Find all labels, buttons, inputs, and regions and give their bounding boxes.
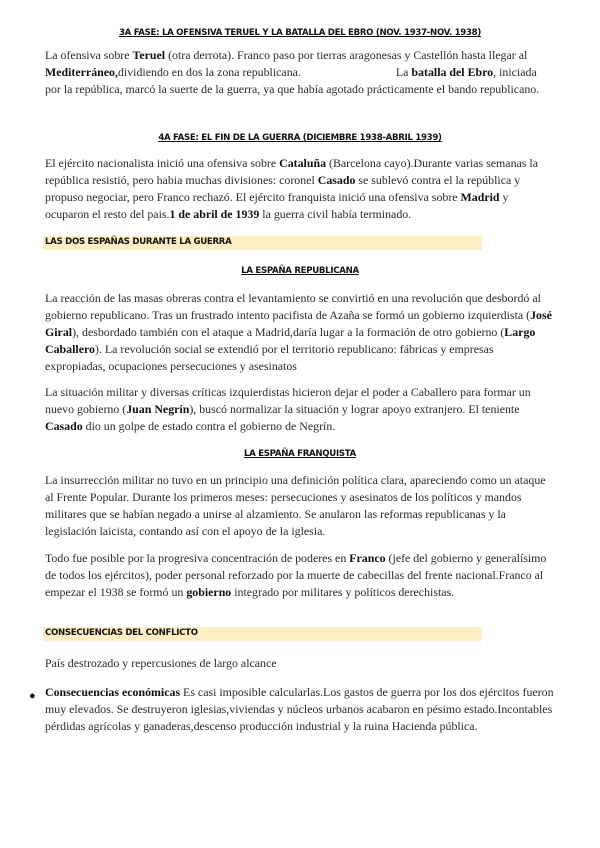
highlight-consecuencias: [43, 627, 482, 641]
paragraph-franquista-2: Todo fue posible por la progresiva concentración de poderes en Franco (jefe del gobierno y generalísimo de todos los ejércitos), poder personal reforzado por la muerte de cabecillas del frente nacional.Franco al empezar el 1938 se formó un gobierno integrado por militares y políticos derechistas.: [45, 551, 547, 599]
heading-fase4: 4A FASE: EL FIN DE LA GUERRA (DICIEMBRE 1938-ABRIL 1939): [158, 133, 442, 143]
bullet-icon: ●: [29, 690, 36, 702]
heading-republicana: LA ESPAÑA REPUBLICANA: [241, 266, 359, 276]
heading-consecuencias: CONSECUENCIAS DEL CONFLICTO: [45, 628, 198, 638]
paragraph-republicana-1: La reacción de las masas obreras contra el levantamiento se convirtió en una revolución que desbordó al gobierno republicano. Tras un frustrado intento pacifista de Azaña se formó un gobierno izquierdista (José Giral), desbordado también con el ataque a Madrid,daría lugar a la formación de otro gobierno (Largo Caballero). La revolución social se extendió por el territorio republicano: fábricas y empresas expropiadas, ocupaciones persecuciones y asesinatos: [45, 291, 552, 373]
paragraph-consecuencias-intro: País destrozado y repercusiones de largo alcance: [45, 656, 277, 670]
heading-dos-espanas: LAS DOS ESPAÑAS DURANTE LA GUERRA: [45, 237, 232, 247]
highlight-dos-espanas: [43, 236, 482, 250]
paragraph-consecuencias-economicas: Consecuencias económicas Es casi imposible calcularlas.Los gastos de guerra por los dos ejércitos fueron muy elevados. Se destruyeron iglesias,viviendas y núcleos urbanos acabaron en pésimo estado.Incontables pérdidas agrícolas y ganaderas,descenso producción industrial y la ruina Hacienda pública.: [45, 685, 554, 733]
paragraph-fase3: La ofensiva sobre Teruel (otra derrota). Franco paso por tierras aragonesas y Castellón hasta llegar al Mediterráneo,dividiendo en dos la zona republicana. La batalla del Ebro, iniciada por la república, marcó la suerte de la guerra, ya que había agotado prácticamente el bando republicano.: [45, 48, 540, 96]
paragraph-franquista-1: La insurrección militar no tuvo en un principio una definición política clara, apareciendo como un ataque al Frente Popular. Durante los primeros meses: persecuciones y asesinatos de los políticos y mandos militares que se habían negado a unirse al alzamiento. Se anularon las reformas republicanas y la legislación laicista, contando así con el apoyo de la iglesia.: [45, 473, 546, 538]
heading-franquista: LA ESPAÑA FRANQUISTA: [243, 449, 357, 459]
paragraph-fase4: El ejército nacionalista inició una ofensiva sobre Cataluña (Barcelona cayo).Durante varias semanas la república resistió, pero habia muchas divisiones: coronel Casado se sublevó contra el la república y propuso negociar, pero Franco rechazó. El ejército franquista inició una ofensiva sobre Madrid y ocuparon el resto del pais.1 de abril de 1939 la guerra civil había terminado.: [45, 156, 538, 221]
heading-fase3: 3A FASE: LA OFENSIVA TERUEL Y LA BATALLA DEL EBRO (NOV. 1937-NOV. 1938): [119, 28, 481, 38]
paragraph-republicana-2: La situación militar y diversas críticas izquierdistas hicieron dejar el poder a Caballero para formar un nuevo gobierno (Juan Negrín), buscó normalizar la situación y lograr apoyo extranjero. El teniente Casado dio un golpe de estado contra el gobierno de Negrín.: [45, 385, 531, 433]
